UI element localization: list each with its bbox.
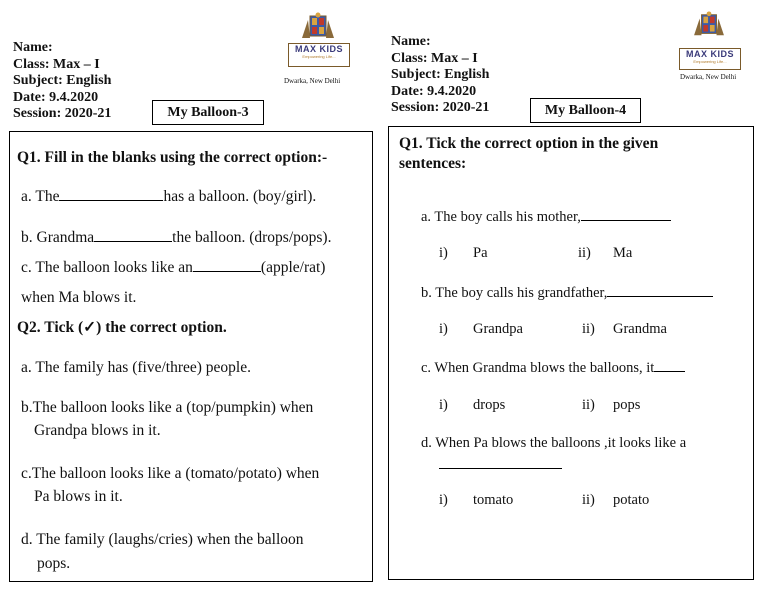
date-label: Date: 9.4.2020	[391, 83, 477, 99]
q2-item-b: b.The balloon looks like a (top/pumpkin) when	[21, 399, 314, 416]
q2-item-b-line2: Grandpa blows in it.	[34, 422, 161, 439]
option-i-num: i)	[439, 492, 448, 508]
answer-blank[interactable]	[581, 206, 671, 221]
school-logo	[677, 11, 741, 73]
option-ii-num: ii)	[582, 321, 595, 337]
option-ii-num: ii)	[582, 492, 595, 508]
option-b-ii[interactable]: Grandma	[613, 321, 667, 337]
class-label: Class: Max – I	[391, 50, 478, 66]
q1-c-text: c. When Grandma blows the balloons, it	[421, 360, 655, 376]
answer-blank[interactable]	[193, 257, 261, 272]
q1-item-c	[21, 257, 325, 279]
logo-location: Dwarka, New Delhi	[680, 73, 737, 81]
class-label: Class: Max – I	[13, 56, 100, 72]
q1-item-d-blank-line	[439, 454, 562, 475]
q1-a-post: has a balloon. (boy/girl).	[163, 188, 317, 205]
answer-blank[interactable]	[654, 357, 685, 372]
option-d-i[interactable]: tomato	[473, 492, 514, 508]
answer-blank[interactable]	[439, 454, 562, 469]
school-logo	[284, 12, 352, 78]
q1-heading: Q1. Tick the correct option in the given	[399, 135, 659, 152]
left-header	[13, 40, 111, 123]
subject-label: Subject: English	[13, 73, 112, 88]
session-label: Session: 2020-21	[13, 106, 112, 121]
option-ii-num: ii)	[578, 245, 591, 261]
q1-b-text: b. The boy calls his grandfather,	[421, 285, 608, 301]
session-label: Session: 2020-21	[391, 100, 490, 115]
q1-c-post: (apple/rat)	[260, 259, 326, 276]
crest-icon	[298, 12, 338, 42]
option-i-num: i)	[439, 245, 448, 261]
worksheet-title: My Balloon-4	[530, 98, 641, 123]
q2-heading: Q2. Tick (✓) the correct option.	[17, 319, 227, 336]
name-label: Name:	[391, 34, 431, 49]
q2-item-a: a. The family has (five/three) people.	[21, 359, 251, 376]
logo-tagline: Empowering Life...	[693, 59, 727, 64]
subject-label: Subject: English	[391, 67, 490, 82]
q1-item-a	[421, 206, 671, 227]
q1-item-b	[421, 282, 713, 303]
q1-item-c-line2: when Ma blows it.	[21, 289, 137, 306]
q1-a-pre: a. The	[21, 188, 60, 205]
q1-c-pre: c. The balloon looks like an	[21, 259, 193, 276]
q1-item-b	[21, 227, 331, 249]
q2-item-c: c.The balloon looks like a (tomato/potato) when	[21, 465, 320, 482]
option-a-ii[interactable]: Ma	[613, 245, 633, 261]
option-d-ii[interactable]: potato	[613, 492, 650, 508]
q2-item-d: d. The family (laughs/cries) when the balloon	[21, 531, 304, 548]
option-i-num: i)	[439, 397, 448, 413]
q2-item-d-line2: pops.	[37, 555, 71, 572]
option-ii-num: ii)	[582, 397, 595, 413]
logo-plate	[288, 43, 350, 67]
right-question-panel	[388, 126, 754, 580]
q1-heading-line2: sentences:	[399, 155, 467, 172]
logo-plate	[679, 48, 741, 70]
q1-b-post: the balloon. (drops/pops).	[172, 229, 332, 246]
option-b-i[interactable]: Grandpa	[473, 321, 523, 337]
logo-brand: MAX KIDS	[685, 49, 734, 59]
q2-item-c-line2: Pa blows in it.	[34, 488, 123, 505]
right-header	[391, 34, 489, 117]
crest-icon	[690, 11, 728, 39]
answer-blank[interactable]	[59, 186, 163, 201]
worksheet-title: My Balloon-3	[152, 100, 264, 125]
logo-location: Dwarka, New Delhi	[284, 77, 341, 85]
logo-tagline: Empowering Life...	[302, 54, 336, 59]
option-c-i[interactable]: drops	[473, 397, 506, 413]
option-i-num: i)	[439, 321, 448, 337]
q1-item-c	[421, 357, 685, 378]
logo-brand: MAX KIDS	[294, 44, 343, 54]
date-label: Date: 9.4.2020	[13, 89, 99, 105]
option-c-ii[interactable]: pops	[613, 397, 641, 413]
name-label: Name:	[13, 40, 53, 55]
q1-b-pre: b. Grandma	[21, 229, 95, 246]
q1-a-text: a. The boy calls his mother,	[421, 209, 581, 225]
q1-item-d: d. When Pa blows the balloons ,it looks like a	[421, 435, 687, 451]
answer-blank[interactable]	[94, 227, 172, 242]
answer-blank[interactable]	[607, 282, 713, 297]
q1-item-a	[21, 186, 316, 208]
option-a-i[interactable]: Pa	[473, 245, 488, 261]
q1-heading: Q1. Fill in the blanks using the correct option:-	[17, 149, 328, 166]
